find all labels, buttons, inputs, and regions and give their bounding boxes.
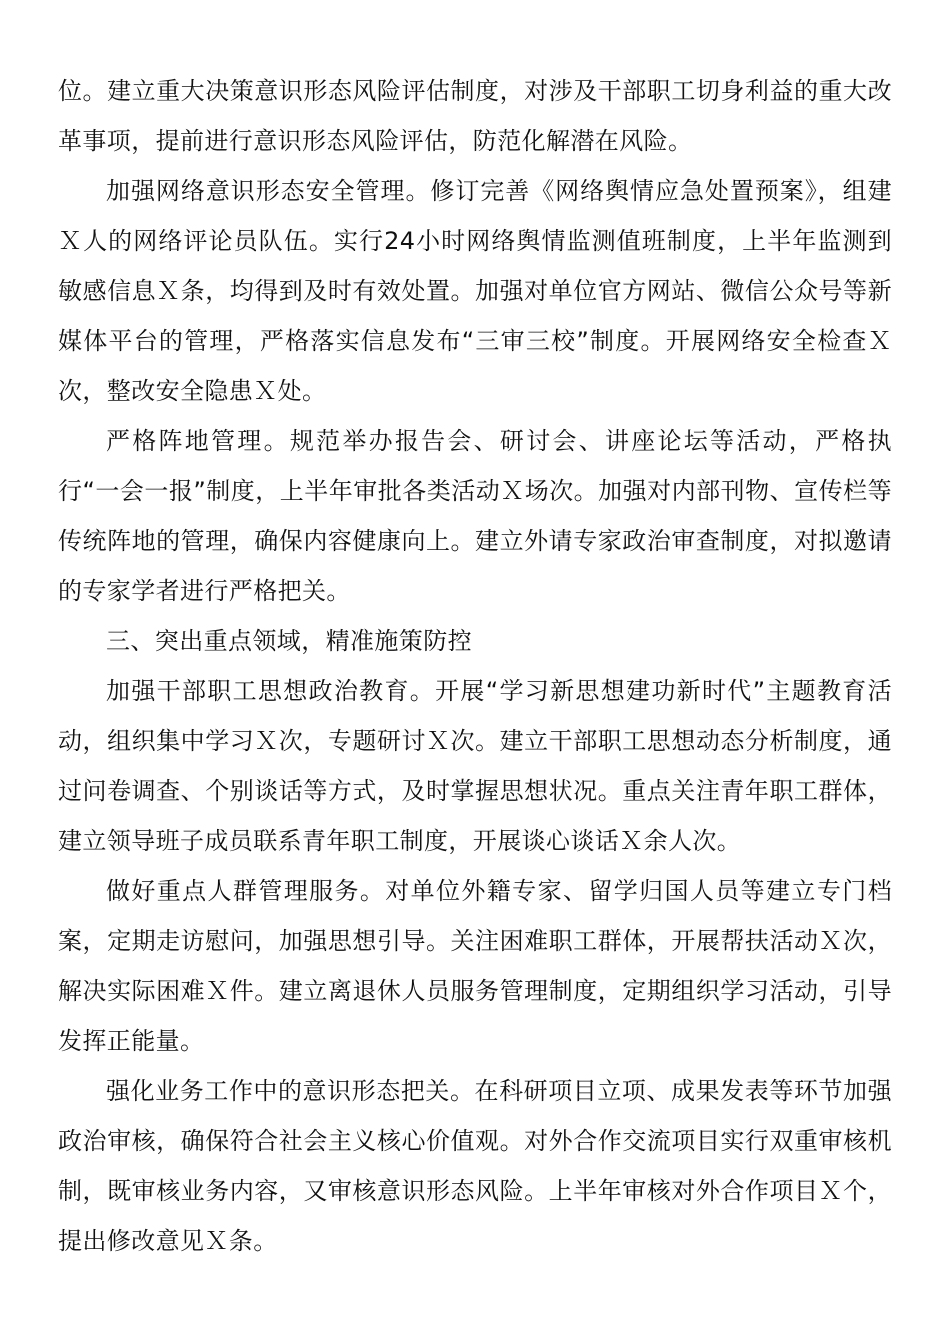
section-heading: 三、突出重点领域，精准施策防控 [106, 627, 472, 655]
paragraph-business-review: 强化业务工作中的意识形态把关。在科研项目立项、成果发表等环节加强政治审核，确保符合社会主义核心价值观。对外合作交流项目实行双重审核机制，既审核业务内容，又审核意识形态风险。上半年审核对外合作项目Ｘ个，提出修改意见Ｘ条。 [58, 1077, 892, 1255]
paragraph-position-management: 严格阵地管理。规范举办报告会、研讨会、讲座论坛等活动，严格执行“一会一报”制度，上半年审批各类活动Ｘ场次。加强对内部刊物、宣传栏等传统阵地的管理，确保内容健康向上。建立外请专家政治审查制度，对拟邀请的专家学者进行严格把关。 [58, 427, 892, 605]
paragraph-key-groups: 做好重点人群管理服务。对单位外籍专家、留学归国人员等建立专门档案，定期走访慰问，加强思想引导。关注困难职工群体，开展帮扶活动Ｘ次，解决实际困难Ｘ件。建立离退休人员服务管理制度，定期组织学习活动，引导发挥正能量。 [58, 877, 892, 1055]
paragraph-continuation: 位。建立重大决策意识形态风险评估制度，对涉及干部职工切身利益的重大改革事项，提前进行意识形态风险评估，防范化解潜在风险。 [58, 77, 892, 155]
paragraph-network-security: 加强网络意识形态安全管理。修订完善《网络舆情应急处置预案》，组建Ｘ人的网络评论员队伍。实行24小时网络舆情监测值班制度，上半年监测到敏感信息Ｘ条，均得到及时有效处置。加强对单位官方网站、微信公众号等新媒体平台的管理，严格落实信息发布“三审三校”制度。开展网络安全检查Ｘ次，整改安全隐患Ｘ处。 [58, 177, 892, 405]
document-body [58, 66, 892, 1266]
paragraph-political-education: 加强干部职工思想政治教育。开展“学习新思想建功新时代”主题教育活动，组织集中学习Ｘ次，专题研讨Ｘ次。建立干部职工思想动态分析制度，通过问卷调查、个别谈话等方式，及时掌握思想状况。重点关注青年职工群体，建立领导班子成员联系青年职工制度，开展谈心谈话Ｘ余人次。 [58, 677, 892, 855]
